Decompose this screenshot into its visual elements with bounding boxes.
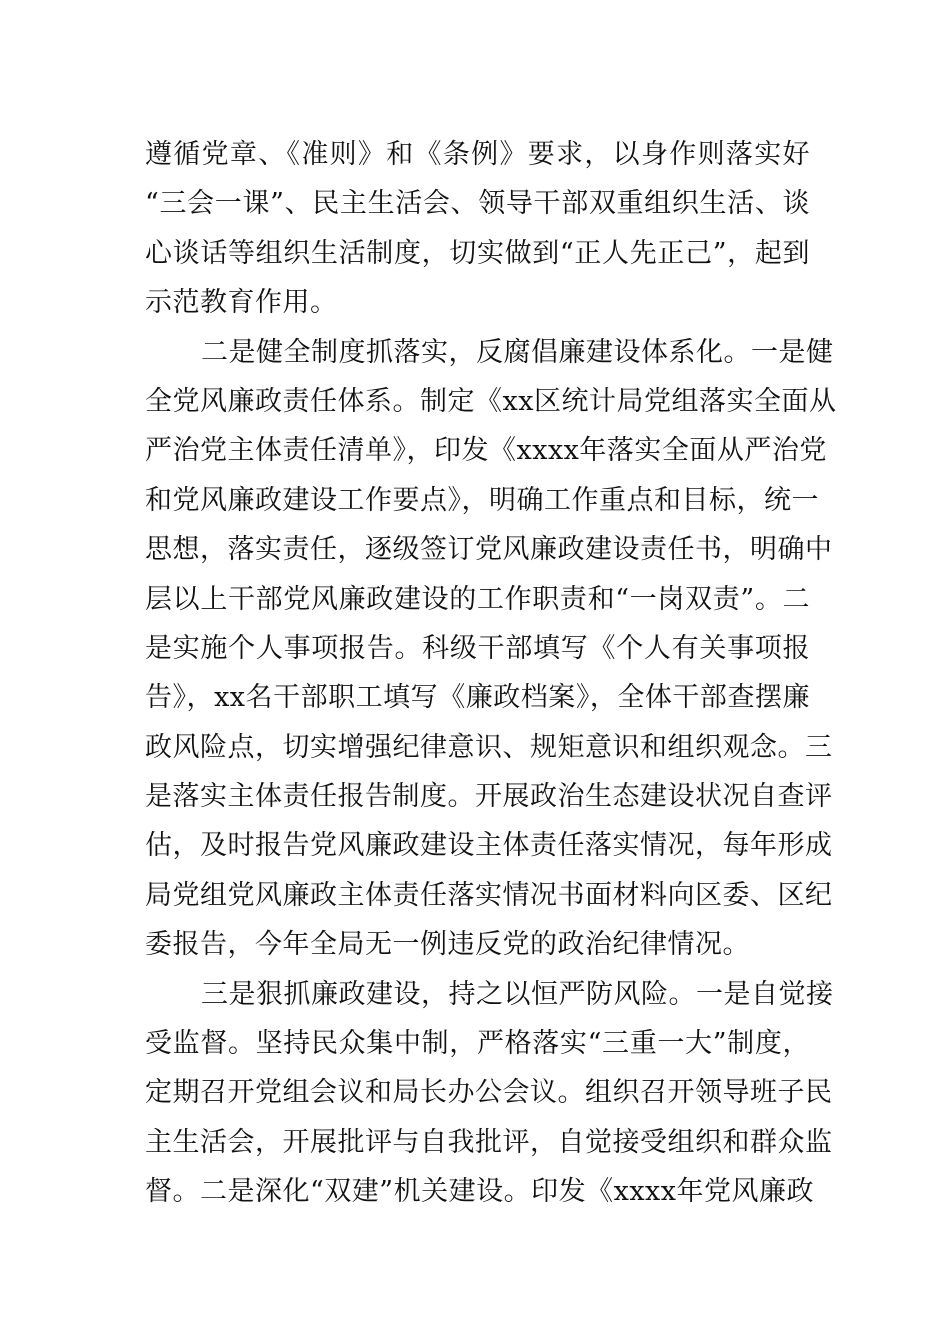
text-line: 局党组党风廉政主体责任落实情况书面材料向区委、区纪 xyxy=(145,879,833,911)
paragraph-start-line: 二是健全制度抓落实，反腐倡廉建设体系化。一是健 xyxy=(201,336,834,368)
text-line: 和党风廉政建设工作要点》，明确工作重点和目标，统一 xyxy=(145,484,819,516)
text-line: 主生活会，开展批评与自我批评，自觉接受组织和群众监 xyxy=(145,1126,833,1158)
text-line: 督。二是深化“双建”机关建设。印发《xxxx年党风廉政 xyxy=(145,1176,815,1208)
text-line: 遵循党章、《准则》和《条例》要求，以身作则落实好 xyxy=(145,139,810,170)
text-line: 全党风廉政责任体系。制定《xx区统计局党组落实全面从 xyxy=(145,385,837,417)
text-line: 受监督。坚持民众集中制，严格落实“三重一大”制度， xyxy=(145,1028,810,1060)
body-text xyxy=(145,130,837,1217)
text-line: “三会一课”、民主生活会、领导干部双重组织生活、谈 xyxy=(145,188,810,220)
text-line: 示范教育作用。 xyxy=(145,287,338,319)
text-line: 政风险点，切实增强纪律意识、规矩意识和组织观念。三 xyxy=(145,731,833,763)
text-line: 层以上干部党风廉政建设的工作职责和“一岗双责”。二 xyxy=(145,583,810,615)
text-line: 心谈话等组织生活制度，切实做到“正人先正己”，起到 xyxy=(145,237,810,269)
text-line: 委报告，今年全局无一例违反党的政治纪律情况。 xyxy=(145,929,750,961)
text-line: 估，及时报告党风廉政建设主体责任落实情况，每年形成 xyxy=(145,830,833,862)
paragraph-start-line: 三是狠抓廉政建设，持之以恒严防风险。一是自觉接 xyxy=(201,978,834,1010)
text-line: 是实施个人事项报告。科级干部填写《个人有关事项报 xyxy=(145,632,810,664)
text-line: 告》，xx名干部职工填写《廉政档案》，全体干部查摆廉 xyxy=(145,682,810,714)
text-line: 是落实主体责任报告制度。开展政治生态建设状况自查评 xyxy=(145,781,833,813)
text-line: 严治党主体责任清单》，印发《xxxx年落实全面从严治党 xyxy=(145,435,827,467)
text-line: 思想，落实责任，逐级签订党风廉政建设责任书，明确中 xyxy=(145,534,833,566)
text-line: 定期召开党组会议和局长办公会议。组织召开领导班子民 xyxy=(145,1077,833,1109)
